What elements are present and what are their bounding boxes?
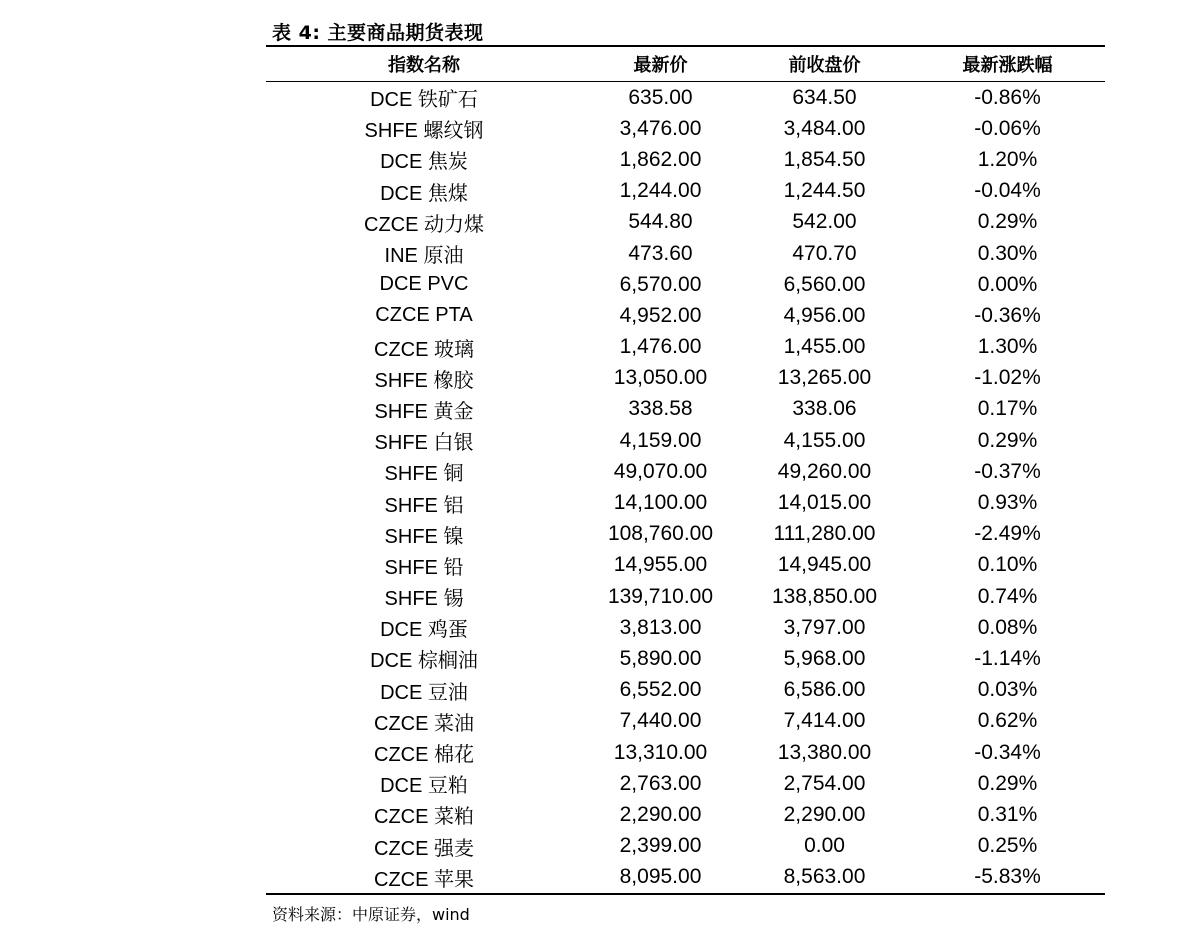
change-pct-cell: 0.93% <box>977 491 1038 515</box>
table-row <box>266 675 1105 706</box>
change-pct-cell: -2.49% <box>974 522 1041 546</box>
commodity-name-cell: SHFE 黄金 <box>374 400 474 423</box>
column-header-change-pct: 最新涨跌幅 <box>962 55 1053 76</box>
change-pct-cell: 0.62% <box>977 709 1038 733</box>
change-pct-cell: 1.20% <box>977 147 1038 171</box>
prev-close-cell: 1,854.50 <box>783 147 866 171</box>
commodity-name-cell: CZCE 玻璃 <box>374 338 474 361</box>
latest-price-cell: 4,952.00 <box>619 303 702 327</box>
commodity-name-cell: CZCE 强麦 <box>374 837 474 860</box>
change-pct-cell: 0.00% <box>977 272 1038 296</box>
table-title: 表 4: 主要商品期货表现 <box>272 22 484 44</box>
latest-price-cell: 7,440.00 <box>619 709 702 733</box>
table-row <box>266 82 1105 113</box>
latest-price-cell: 338.58 <box>628 397 693 421</box>
change-pct-cell: 0.10% <box>977 553 1038 577</box>
commodity-name-cell: CZCE 动力煤 <box>364 213 484 236</box>
prev-close-cell: 338.06 <box>792 397 857 421</box>
change-pct-cell: 0.25% <box>977 834 1038 858</box>
commodity-name-cell: INE 原油 <box>384 245 464 268</box>
commodity-name-cell: SHFE 橡胶 <box>374 369 474 392</box>
table-row <box>266 643 1105 674</box>
prev-close-cell: 2,754.00 <box>783 771 866 795</box>
table-row <box>266 737 1105 768</box>
change-pct-cell: 0.29% <box>977 210 1038 234</box>
prev-close-cell: 49,260.00 <box>777 459 872 483</box>
source-note: 资料来源：中原证券，wind <box>272 905 470 924</box>
commodity-name-cell: DCE 豆粕 <box>380 775 468 798</box>
latest-price-cell: 5,890.00 <box>619 646 702 670</box>
change-pct-cell: 0.29% <box>977 771 1038 795</box>
latest-price-cell: 3,813.00 <box>619 615 702 639</box>
prev-close-cell: 0.00 <box>804 834 845 858</box>
prev-close-cell: 1,455.00 <box>783 335 866 359</box>
column-header-latest-price: 最新价 <box>633 55 688 76</box>
commodity-name-cell: CZCE 菜油 <box>374 712 474 735</box>
latest-price-cell: 635.00 <box>628 85 693 109</box>
table-row <box>266 113 1105 144</box>
latest-price-cell: 6,552.00 <box>619 678 702 702</box>
change-pct-cell: -0.04% <box>974 179 1041 203</box>
table-row <box>266 487 1105 518</box>
table-row <box>266 425 1105 456</box>
prev-close-cell: 542.00 <box>792 210 857 234</box>
table-row <box>266 862 1105 893</box>
prev-close-cell: 14,945.00 <box>777 553 872 577</box>
table-row <box>266 612 1105 643</box>
change-pct-cell: 0.31% <box>977 802 1038 826</box>
change-pct-cell: 0.74% <box>977 584 1038 608</box>
table-row <box>266 831 1105 862</box>
futures-table-body <box>266 82 1105 893</box>
latest-price-cell: 544.80 <box>628 210 693 234</box>
change-pct-cell: -1.14% <box>974 646 1041 670</box>
change-pct-cell: 0.03% <box>977 678 1038 702</box>
commodity-name-cell: CZCE 棉花 <box>374 744 474 767</box>
change-pct-cell: -0.34% <box>974 740 1041 764</box>
latest-price-cell: 49,070.00 <box>613 459 708 483</box>
change-pct-cell: 0.08% <box>977 615 1038 639</box>
table-row <box>266 706 1105 737</box>
commodity-name-cell: DCE 焦炭 <box>380 151 468 174</box>
prev-close-cell: 6,586.00 <box>783 678 866 702</box>
prev-close-cell: 14,015.00 <box>777 491 872 515</box>
commodity-name-cell: SHFE 锡 <box>384 588 464 611</box>
commodity-name-cell: DCE 铁矿石 <box>370 89 478 112</box>
prev-close-cell: 2,290.00 <box>783 802 866 826</box>
commodity-name-cell: CZCE 菜粕 <box>374 806 474 829</box>
table-row <box>266 768 1105 799</box>
table-row <box>266 207 1105 238</box>
latest-price-cell: 2,290.00 <box>619 802 702 826</box>
commodity-name-cell: SHFE 铜 <box>384 463 464 486</box>
prev-close-cell: 3,797.00 <box>783 615 866 639</box>
change-pct-cell: -0.86% <box>974 85 1041 109</box>
change-pct-cell: 0.17% <box>977 397 1038 421</box>
futures-table-container <box>266 45 1105 895</box>
latest-price-cell: 4,159.00 <box>619 428 702 452</box>
latest-price-cell: 14,100.00 <box>613 491 708 515</box>
prev-close-cell: 470.70 <box>792 241 857 265</box>
commodity-name-cell: SHFE 螺纹钢 <box>364 120 484 143</box>
prev-close-cell: 5,968.00 <box>783 646 866 670</box>
latest-price-cell: 108,760.00 <box>607 522 714 546</box>
change-pct-cell: -5.83% <box>974 865 1041 889</box>
table-row <box>266 519 1105 550</box>
change-pct-cell: -0.36% <box>974 303 1041 327</box>
latest-price-cell: 1,244.00 <box>619 179 702 203</box>
prev-close-cell: 1,244.50 <box>783 179 866 203</box>
change-pct-cell: -0.06% <box>974 116 1041 140</box>
change-pct-cell: 0.30% <box>977 241 1038 265</box>
commodity-name-cell: CZCE 苹果 <box>374 868 474 891</box>
prev-close-cell: 13,265.00 <box>777 366 872 390</box>
table-row <box>266 176 1105 207</box>
table-row <box>266 799 1105 830</box>
latest-price-cell: 3,476.00 <box>619 116 702 140</box>
table-row <box>266 332 1105 363</box>
latest-price-cell: 13,310.00 <box>613 740 708 764</box>
table-row <box>266 363 1105 394</box>
commodity-name-cell: SHFE 镍 <box>384 525 464 548</box>
commodity-name-cell: DCE PVC <box>379 273 469 296</box>
column-header-name: 指数名称 <box>388 55 460 76</box>
commodity-name-cell: DCE 焦煤 <box>380 182 468 205</box>
latest-price-cell: 2,763.00 <box>619 771 702 795</box>
prev-close-cell: 6,560.00 <box>783 272 866 296</box>
commodity-name-cell: SHFE 白银 <box>374 432 474 455</box>
change-pct-cell: 1.30% <box>977 335 1038 359</box>
commodity-name-cell: DCE 鸡蛋 <box>380 619 468 642</box>
prev-close-cell: 4,155.00 <box>783 428 866 452</box>
column-header-prev-close: 前收盘价 <box>788 55 861 76</box>
latest-price-cell: 2,399.00 <box>619 834 702 858</box>
latest-price-cell: 13,050.00 <box>613 366 708 390</box>
commodity-name-cell: DCE 棕榈油 <box>370 650 478 673</box>
latest-price-cell: 1,862.00 <box>619 147 702 171</box>
table-row <box>266 456 1105 487</box>
table-row <box>266 550 1105 581</box>
prev-close-cell: 111,280.00 <box>773 522 876 546</box>
table-row <box>266 269 1105 300</box>
prev-close-cell: 634.50 <box>792 85 857 109</box>
prev-close-cell: 138,850.00 <box>771 584 878 608</box>
commodity-name-cell: SHFE 铝 <box>384 494 464 517</box>
change-pct-cell: -0.37% <box>974 459 1041 483</box>
table-row <box>266 300 1105 331</box>
prev-close-cell: 4,956.00 <box>783 303 866 327</box>
table-row <box>266 581 1105 612</box>
table-header-row <box>266 47 1105 81</box>
latest-price-cell: 8,095.00 <box>619 865 702 889</box>
latest-price-cell: 1,476.00 <box>619 335 702 359</box>
prev-close-cell: 8,563.00 <box>783 865 866 889</box>
change-pct-cell: 0.29% <box>977 428 1038 452</box>
prev-close-cell: 13,380.00 <box>777 740 872 764</box>
latest-price-cell: 139,710.00 <box>607 584 714 608</box>
commodity-name-cell: CZCE PTA <box>375 304 473 327</box>
table-row <box>266 394 1105 425</box>
latest-price-cell: 473.60 <box>628 241 693 265</box>
futures-table <box>266 47 1105 81</box>
prev-close-cell: 3,484.00 <box>783 116 866 140</box>
change-pct-cell: -1.02% <box>974 366 1041 390</box>
prev-close-cell: 7,414.00 <box>783 709 866 733</box>
commodity-name-cell: SHFE 铅 <box>384 556 464 579</box>
table-row <box>266 238 1105 269</box>
latest-price-cell: 6,570.00 <box>619 272 702 296</box>
table-row <box>266 144 1105 175</box>
latest-price-cell: 14,955.00 <box>613 553 708 577</box>
table-bottom-rule <box>266 893 1105 895</box>
commodity-name-cell: DCE 豆油 <box>380 681 468 704</box>
